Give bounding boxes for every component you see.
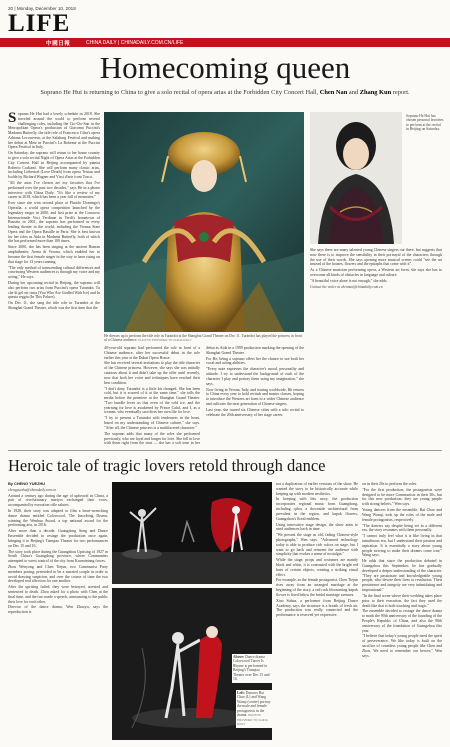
story1-paragraph: During her upcoming recital in Beijing, the soprano will also perform two arias from Puccini's opera Turandot. Tu che di gel sei cinta (You Who Are Girdled With Ice) and In questa reggia (In This Palace). xyxy=(8,281,100,300)
story2-paragraph: "The dancers say despite being set in a different era, the story resonates with them personally. xyxy=(362,523,442,533)
story1-paragraph: 40-year-old soprano had performed the role in front of a Chinese audience, after her successful debut in the role earlier this year at the Dubai Opera House. xyxy=(104,346,200,360)
story1-paragraph: For He, being a soprano offers her the chance to use both her vocal and acting abilities. xyxy=(206,356,304,366)
story1-paragraph: She has received several invitations to play the title character of the Chinese princess. However, she says she was initially cautious about it and didn't take up the offer until recently, now that both her voice and techniques have reached their best condition. xyxy=(104,361,200,385)
section-masthead: LIFE xyxy=(8,10,71,37)
story2-paragraph: After more than a decade, Guangdong Song and Dance Ensemble decided to restage the production once again, bringing it to Beijing's Tianqiao Theater for two performances on Dec 15 and 16. xyxy=(8,529,108,548)
story1-paragraph: Last year, she toured six Chinese cities with a solo recital to celebrate the 20th anniversary of her stage career. xyxy=(206,407,304,417)
turandot-photo xyxy=(104,112,304,332)
turandot-photo-image xyxy=(104,112,304,332)
headline-deck: Soprano He Hui is returning to China to give a solo recital of opera arias at the Forbidden City Concert Hall, Chen Nan and Zhang Kun report. xyxy=(40,89,410,96)
story1-paragraph: debut as Aida in a 1999 production marking the opening of the Shanghai Grand Theater. xyxy=(206,346,304,355)
story2-paragraph: Xiao Suhua, a performer from Beijing Dance Academy, says the structure is a breath of fresh air. The production was really connected and the performance is reserved yet expressive. xyxy=(276,598,358,618)
story2-paragraph: Using innovative stage design, the show aims to send audiences back in time. xyxy=(276,522,358,532)
brand-url[interactable]: CHINA DAILY | CHINADAILY.COM.CN/LIFE xyxy=(86,39,184,46)
story2-paragraph: Young dancers from the ensemble, Bai Chao and Wang Wanqi, took up the roles of the male and female protagonists, respectively. xyxy=(362,508,442,522)
story2-paragraph: Around a century ago during the age of upheaval in China, a pair of revolutionary martyrs exchanged their vows, accompanied by execution rifle salutes. xyxy=(8,493,108,508)
story2-column-3 xyxy=(362,482,442,742)
story1-paragraph: Now living in Verona, Italy, and touring worldwide, He returns to China every year to hold recitals and master classes, hoping to introduce the Western art form to a wider Chinese audience and cultivate the next generation of Chinese singers. xyxy=(206,387,304,406)
story2-paragraph: Director of the dance drama, Wen Zhaoyu, says the reproduction is xyxy=(8,605,108,615)
section-divider xyxy=(8,450,442,451)
story1-paragraph: The soprano adds that many of the roles she performed previously, who are loyal and longer for love. She fell in love with them right from the start — she has a soft tone in her xyxy=(104,431,200,446)
story1-paragraph: She says there are many talented young Chinese singers out there, but suggests that now there is to improve the sensibility in their portrayal of the characters through the use of their words. She says opening more musical scenes could "see the art instead of the houses, flowers and the epitaphs that come with it". xyxy=(310,248,442,267)
dance-left-caption: Left: Dancers Bai Chao (L) and Wang Wanqi (center) portray the male and female protagonists in the drama. PHOTOS PROVIDED TO CHINA DAILY xyxy=(237,691,271,727)
story1-paragraph: oprano He Hui had a lovely schedule in 2018. She traveled around the world to perform several challenging roles, including the Cio-Cio-San in the Metropolitan Opera's production of Giacomo Puccini's Madama Butterfly, the title role of Francesco Cilea's opera Adriana Lecouvreur, at the Salzburg Festival and making her debut at Metz in Puccini's La Boheme at the Puccini Opera Festival in Italy. xyxy=(8,112,100,150)
story2-column-1 xyxy=(8,482,108,742)
story2-paragraph: on in their 20s to perform the roles. xyxy=(362,482,418,486)
dance-photo-top-image xyxy=(112,482,272,584)
dance-photo-credit: PHOTOS PROVIDED TO CHINA DAILY xyxy=(237,713,268,727)
story2-headline: Heroic tale of tragic lovers retold through dance xyxy=(8,456,326,475)
story2-paragraph: "I cannot truly feel what it is like living in that tumultuous era, but I understand their passion and aspiration. It is essentially a story about young people striving to make their dreams come true," Wang says. xyxy=(362,534,442,558)
turandot-photo-caption: He dresses up to perform the title role in Turandot at the Shanghai Grand Theater on Dec 11. Turandot has played the princess in front of a Chinese audience. PHOTOS PROVIDED TO CHINA DAILY xyxy=(104,334,302,343)
story2-paragraph: He adds that since the production debuted in Guangzhou this September, he has gradually developed a deeper understanding of the character. "They are passionate and knowledgeable young people, who devote their lives to revolution. Their persistence and integrity are very intimidating and inspirational." xyxy=(362,559,442,593)
portrait-caption: Soprano He Hui has chosen personal favorites to perform at the recital in Beijing on Saturday. xyxy=(406,114,444,132)
story2-paragraph: For example, as the female protagonist, Chen Tiejun rises away from an arranged marriage at the beginning of the story, a red rock blossoming kapok flower is fixed below the bridal marriage avenues. xyxy=(276,578,358,597)
he-hui-portrait xyxy=(310,112,402,244)
story1-paragraph: Since 2000, she has been singing at the ancient Roman amphitheater, Arena di Verona, which enabled her to become the first female singer in the way to have rising on that stage for 13 years running. xyxy=(8,245,100,264)
contact-line: Contact the writer at chennan@chinadaily.com.cn xyxy=(310,284,383,289)
main-headline: Homecoming queen xyxy=(99,50,351,85)
story2-paragraph: While the stage, props and costumes are mainly black and white, it is contrasted with the bright red hues of certain objects, creating a striking visual effect. xyxy=(276,558,358,577)
story1-paragraph: "All the arias I've chosen are my favorites that I've performed over the past two decades," says He in a phone interview with China Daily. "It's like a review of my career in 2018, which has been a year full of memories." xyxy=(8,181,100,200)
story2-paragraph: Zhou Wenyong and Chen Tiejun, two Communist Party members posing, pretended to be a married couple in order to avoid drawing suspicion, and over the course of time the two developed real affection for one another. xyxy=(8,564,108,584)
story2-paragraph: "For the first production, the protagonists were designed to be more Communists in their 30s, but for this new production, they are young people with strong beliefs," Wen says. xyxy=(362,487,442,507)
story1-column-3 xyxy=(206,346,304,446)
dance-photo-top xyxy=(112,482,272,584)
story1-paragraph: "A beautiful voice alone is not enough," she adds. xyxy=(310,278,388,283)
story1-column-1 xyxy=(8,112,100,440)
brand-bar xyxy=(0,38,450,47)
byline-email: chengyuezhu@chinadaily.com.cn xyxy=(8,487,57,492)
story2-paragraph: The ensemble decided to restage the dance drama to mark the 90th anniversary of the founding of the People's Republic of China, and also the 90th anniversary of the foundation of Guangzhou this year. xyxy=(362,609,442,633)
story1-paragraph: "I don't deny Turandot is a little bit changed. She has been cold, but it is scarred of it at the same time," she tells the media before the premiere at the Shanghai Grand Theater. "Two bundle loves us that even of the cold ice, and the yearning for love is awakened by Prince Calaf, and I, as a woman, who eventually sacrifices her own life for love. xyxy=(104,386,200,415)
story1-paragraph: "I try to present a Turandot with tenderness in the heart, based on my understanding of Chinese culture," she says. "After all, the Chinese princess is a multifaceted character." xyxy=(104,416,200,430)
story1-paragraph: On Dec 11, she sang the title role in Turandot at the Shanghai Grand Theater, which was the first time that the xyxy=(8,301,100,311)
story2-paragraph: "In the final scene where their wedding takes place prior to their execution, the fact they used the death like that is both touching and tragic." xyxy=(362,593,442,608)
story1-paragraph: On Saturday, the soprano will return to her home country to give a solo recital Night of Opera Arias at the Forbidden City Concert Hall in Beijing accompanied by pianist Roberto Corlianò. She will perform many classic arias, including Liebestod (Love Death) from opera Tristan und Isolde by Richard Wagner and Vissi d'arte from Tosca. xyxy=(8,151,100,180)
story2-paragraph: not a duplication of earlier versions of the show. He wanted the story to be historically accurate while keeping up with modern aesthetics. xyxy=(276,482,358,496)
story1-paragraph: "Every note expresses the character's mood, personality and attitude. I try to understand the background of each of the character I play and portray them using my imagination," she says. xyxy=(206,367,304,386)
story2-paragraph: The story took place during the Guangzhou Uprising of 1927 in South China's Guangdong province, where Communists attempted to wrest control of the city from Kuomintang forces. xyxy=(8,549,108,564)
story2-column-2 xyxy=(276,482,358,742)
story2-paragraph: In keeping with this story, the production incorporates regional music from Guangdong, including qilou, a downside architectural form prevalent in the region, and kapok flowers, Guangzhou's floral emblem. xyxy=(276,497,358,521)
folio: 20 | Monday, December 10, 2018 xyxy=(8,6,76,11)
deck-author-2: Zhang Kun xyxy=(359,89,392,96)
deck-author-1: Chen Nan xyxy=(319,89,348,96)
photo-credit: PHOTOS PROVIDED TO CHINA DAILY xyxy=(138,338,192,343)
story1-column-2 xyxy=(104,346,200,446)
story2-paragraph: "I believe that today's young people need the spirit of perseverance. We like today is built on the sacrifice of countless young people like Chen and Zhou. We need to remember our heroes," Wen says. xyxy=(362,634,442,658)
drop-cap: S xyxy=(8,112,17,126)
story2-paragraph: "We present the stage as old, fading Chinese-style photographs," Wen says. "Advanced technology today is able to produce rich colors on stage, but I want to go back and reinvent the audience with simplicity that evokes a sense of nostalgia." xyxy=(276,533,358,557)
china-daily-logo: 中國日報 xyxy=(46,41,71,47)
byline: By CHENG YUEZHU xyxy=(8,482,46,486)
dance-photo-caption: Above: Dance drama Colorwood Tiaoer Is Rhyme is performed in Beijing's Tianqiao Theater over Dec 15 and 16. xyxy=(232,654,272,683)
story1-paragraph: As a Chinese musician performing opera, a Western art form, she says she has to overcome all kinds of obstacles in language and culture. xyxy=(310,268,442,278)
story1-paragraph: "The only method of transcending cultural differences and convincing Western audiences is through my voice and my acting," He says. xyxy=(8,265,100,280)
story1-column-4 xyxy=(310,248,442,446)
portrait-image xyxy=(310,112,402,244)
story2-paragraph: After the uprising failed, they were betrayed, arrested and sentenced to death. Zhou asked for a photo with Chen at the final time, and the two made a speech, announcing to the public their love for each other. xyxy=(8,585,108,604)
story2-paragraph: In 1928, their story was adapted to film a heart-wrenching dance drama entitled Colorwood, The Inscribing Drums, winning the Wenhua Award, a top national award for the performing arts, in 2016. xyxy=(8,509,108,528)
story1-paragraph: Ever since she won second place at Placido Domingo's Operalia, a world opera competition launched by the legendary singer in 2000, and first prize at the Concorso Internazionale Voci Verdiane in Verdi's hometown of Busseto in 2001, the soprano has performed in every leading theater in the world, including the Vienna State Opera and the Opera Bastille in Paris. She is best known for her roles as Aida in Madama Butterfly, both of which she has performed more than 100 times. xyxy=(8,201,100,244)
